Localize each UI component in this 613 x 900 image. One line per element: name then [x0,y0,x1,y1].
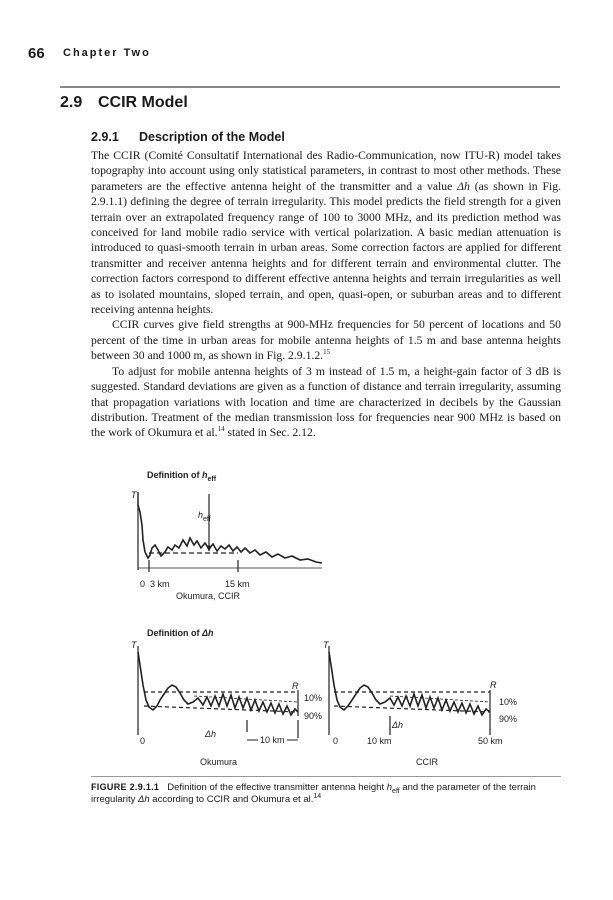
okumura-source-label: Okumura [200,757,238,767]
caption-rule [91,776,561,777]
running-head: Chapter Two [63,47,151,59]
heff-source-label: Okumura, CCIR [176,591,241,601]
okumura-diagram [138,646,298,740]
citation-ref: 15 [323,348,331,357]
paragraph-2: CCIR curves give field strengths at 900-MHz frequencies for 50 percent of locations and 50 percent of the time in urban areas for mobile antenna heights of 1.5 m and base antenna heights between 30 and 1000 m, as shown in Fig. 2.9.1.2.15 [91,318,561,363]
subsection-number: 2.9.1 [91,130,119,144]
receiver-label-R: R [292,681,299,691]
tick-label-10km: 10 km [260,735,285,745]
caption-label: FIGURE 2.9.1.1 [91,782,160,792]
subsection-title: Description of the Model [139,130,285,144]
paragraph-3: To adjust for mobile antenna heights of 3 m instead of 1.5 m, a height-gain factor of 3 dB is suggested. Standard deviations are given as a function of distance and terrain irregularity, assuming that propagation variations with location and time are characterized in decibels by the Gaussian distribution. Treatment of the median transmission loss for frequencies near 900 MHz is based on the work of Okumura et al.$^{14}$ stated in Sec. 2.12. [91,364,561,440]
percent-label-10: 10% [304,693,323,703]
dh-figure-title: Definition of Δh [147,628,214,638]
figure-caption: FIGURE 2.9.1.1 Definition of the effective transmitter antenna height $h_{eff}$ and the parameter of the terrain irregularity Δh according to CCIR and Okumura et al.$^{14}$ [91,782,536,805]
tick-label-3km: 3 km [150,579,170,589]
ccir-source-label: CCIR [416,757,438,767]
section-number: 2.9 [60,94,83,111]
terrain-profile [329,652,490,715]
percent-label-90: 90% [304,711,323,721]
page-number: 66 [28,45,45,62]
tick-label-0: 0 [140,579,146,589]
percent-label-90: 90% [499,714,518,724]
tick-label-0: 0 [333,736,339,746]
dh-label: Δh [392,720,404,730]
paragraph-1: The CCIR (Comité Consultatif International des Radio-Communication, now ITU-R) model takes topography into account using only statistical parameters, in contrast to most other methods. These parameters are the effective antenna height of the transmitter and a value Δh (as shown in Fig. 2.9.1.1) defining the degree of terrain irregularity. This model predicts the field strength for a given terrain over an extrapolated frequency range of 100 to 3000 MHz, and its prediction method was conceived for land mobile radio service with vertical polarization. A basic median attenuation is introduced to quasi-smooth terrain in urban areas. Some correction factors are applied for different transmitter and receiver antenna heights and for different terrain and environmental clutter. The correction factors correspond to different effective antenna heights and terrain irregularities as well as to isolated mountains, sloped terrain, and open, quasi-open, or suburban areas and to different receiving antenna heights. [91,149,561,317]
tick-label-50km: 50 km [478,736,503,746]
axis-label-T: T [131,490,137,500]
tick-label-15km: 15 km [225,579,250,589]
heff-diagram [138,492,322,572]
heff-figure-title: Definition of $h_{eff}$ [147,470,217,483]
tick-label-0: 0 [140,736,146,746]
heff-label: $h_{eff}$ [198,510,211,523]
receiver-label-R: R [490,680,497,690]
terrain-profile [138,652,298,715]
tick-label-10km: 10 km [367,736,392,746]
axis-label-T: T [323,640,329,650]
citation-ref: 14 [217,425,225,434]
axis-label-T: T [131,640,137,650]
dh-label: Δh [205,729,217,739]
percent-label-10: 10% [499,697,518,707]
section-title: CCIR Model [98,94,188,111]
terrain-profile [138,505,322,563]
ccir-diagram [329,646,490,735]
